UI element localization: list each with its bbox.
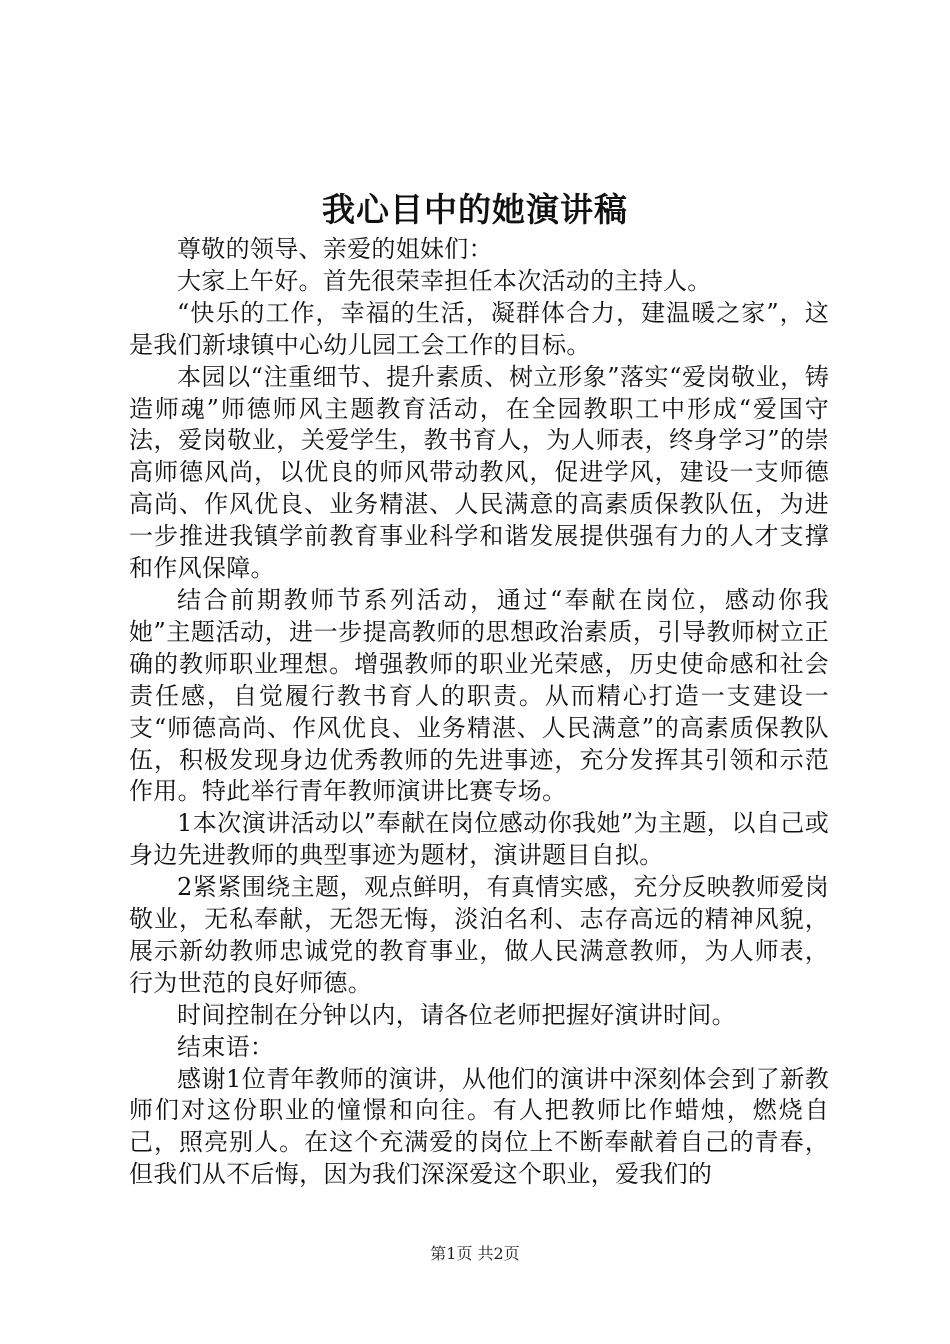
page-number-footer: 第1页 共2页 [430, 1244, 520, 1263]
activity-purpose-paragraph: 结合前期教师节系列活动，通过“奉献在岗位，感动你我她”主题活动，进一步提高教师的思想政治素质，引导教师树立正确的教师职业理想。增强教师的职业光荣感，历史使命感和社会责任感，自觉履行教书育人的职责。从而精心打造一支建设一支“师德高尚、作风优良、业务精湛、人民满意”的高素质保教队伍，积极发现身边优秀教师的先进事迹，充分发挥其引领和示范作用。特此举行青年教师演讲比赛专场。 [129, 585, 829, 806]
time-limit-paragraph: 时间控制在分钟以内，请各位老师把握好演讲时间。 [177, 1000, 736, 1029]
salutation-paragraph: 尊敬的领导、亲爱的姐妹们： [177, 235, 493, 263]
document-title: 我心目中的她演讲稿 [322, 190, 628, 229]
closing-remarks-paragraph: 感谢1位青年教师的演讲，从他们的演讲中深刻体会到了新教师们对这份职业的憧憬和向往。有人把教师比作蜡烛，燃烧自己，照亮别人。在这个充满爱的岗位上不断奉献着自己的青春，但我们从不后悔，因为我们深深爱这个职业，爱我们的 [129, 1064, 829, 1189]
document-body [129, 234, 829, 1191]
union-goal-paragraph: “快乐的工作，幸福的生活，凝群体合力，建温暖之家”，这是我们新埭镇中心幼儿园工会工作的目标。 [129, 298, 829, 359]
rule-two-paragraph: 2紧紧围绕主题，观点鲜明，有真情实感，充分反映教师爱岗敬业，无私奉献，无怨无悔，淡泊名利、志存高远的精神风貌，展示新幼教师忠诚党的教育事业，做人民满意教师，为人师表，行为世范的良好师德。 [129, 873, 829, 997]
closing-heading-paragraph: 结束语： [177, 1032, 275, 1061]
greeting-paragraph: 大家上午好。首先很荣幸担任本次活动的主持人。 [177, 266, 712, 295]
rule-one-paragraph: 1本次演讲活动以”奉献在岗位感动你我她”为主题，以自己或身边先进教师的典型事迹为题材，演讲题目自拟。 [129, 809, 829, 870]
ethics-campaign-paragraph: 本园以“注重细节、提升素质、树立形象”落实“爱岗敬业，铸造师魂”师德师风主题教育活动，在全园教职工中形成“爱国守法，爱岗敬业，关爱学生，教书育人，为人师表，终身学习”的崇高师德风尚，以优良的师风带动教风，促进学风，建设一支师德高尚、作风优良、业务精湛、人民满意的高素质保教队伍，为进一步推进我镇学前教育事业科学和谐发展提供强有力的人才支撑和作风保障。 [129, 362, 829, 583]
